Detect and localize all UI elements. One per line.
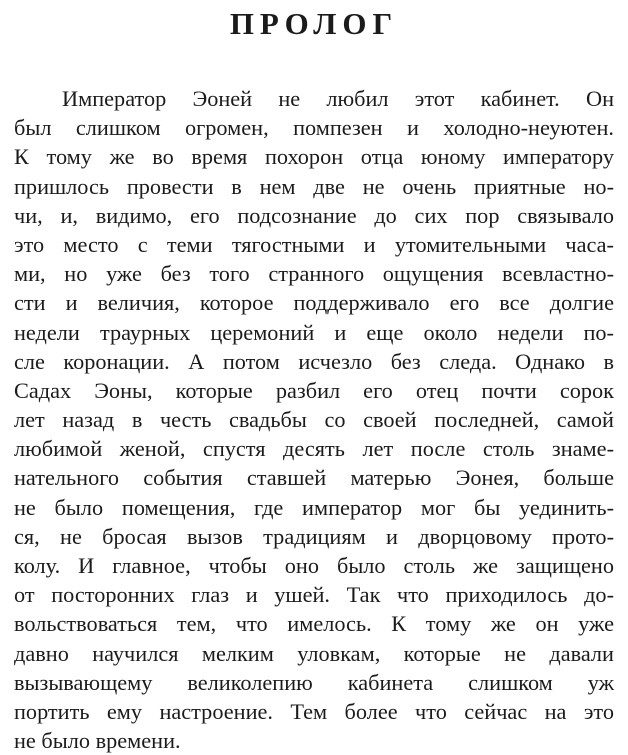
- text-line: это место с теми тягостными и утомительными часа-: [14, 231, 614, 257]
- text-line: не было времени.: [14, 728, 181, 754]
- text-line: ся, не бросая вызов традициям и дворцовому прото-: [14, 523, 614, 549]
- text-line: сле коронации. А потом исчезло без следа. Однако в: [14, 348, 614, 374]
- text-line: портить ему настроение. Тем более что сейчас на это: [14, 698, 614, 724]
- text-line: пришлось провести в нем две не очень приятные но-: [14, 173, 614, 199]
- text-line: недели траурных церемоний и еще около недели по-: [14, 319, 614, 345]
- text-line: ми, но уже без того странного ощущения всевластно-: [14, 261, 614, 287]
- text-line: К тому же во время похорон отца юному императору: [14, 144, 614, 170]
- text-line: вольствоваться тем, что имелось. К тому же он уже: [14, 611, 614, 637]
- text-line: лет назад в честь свадьбы со своей последней, самой: [14, 407, 614, 433]
- text-line: от посторонних глаз и ушей. Так что приходилось до-: [14, 582, 614, 608]
- text-line: колу. И главное, чтобы оно было столь же защищено: [14, 553, 614, 578]
- text-line: чи, и, видимо, его подсознание до сих пор связывало: [14, 202, 614, 228]
- text-line: нательного события ставшей матерью Эонея, больше: [14, 465, 614, 491]
- text-line: любимой женой, спустя десять лет после столь знаме-: [14, 436, 614, 462]
- text-line: не было помещения, где император мог бы уединить-: [14, 494, 614, 520]
- prologue-paragraph: [14, 84, 614, 755]
- text-line: сти и величия, которое поддерживало его все долгие: [14, 290, 614, 316]
- text-line: вызывающему великолепию кабинета слишком уж: [14, 669, 614, 695]
- text-line: был слишком огромен, помпезен и холодно-неуютен.: [14, 115, 614, 141]
- chapter-title: ПРОЛОГ: [229, 6, 399, 41]
- text-line: Садах Эоны, которые разбил его отец почти сорок: [14, 377, 614, 403]
- text-line: Император Эоней не любил этот кабинет. Он: [62, 86, 614, 111]
- text-line: давно научился мелким уловкам, которые не давали: [14, 640, 614, 666]
